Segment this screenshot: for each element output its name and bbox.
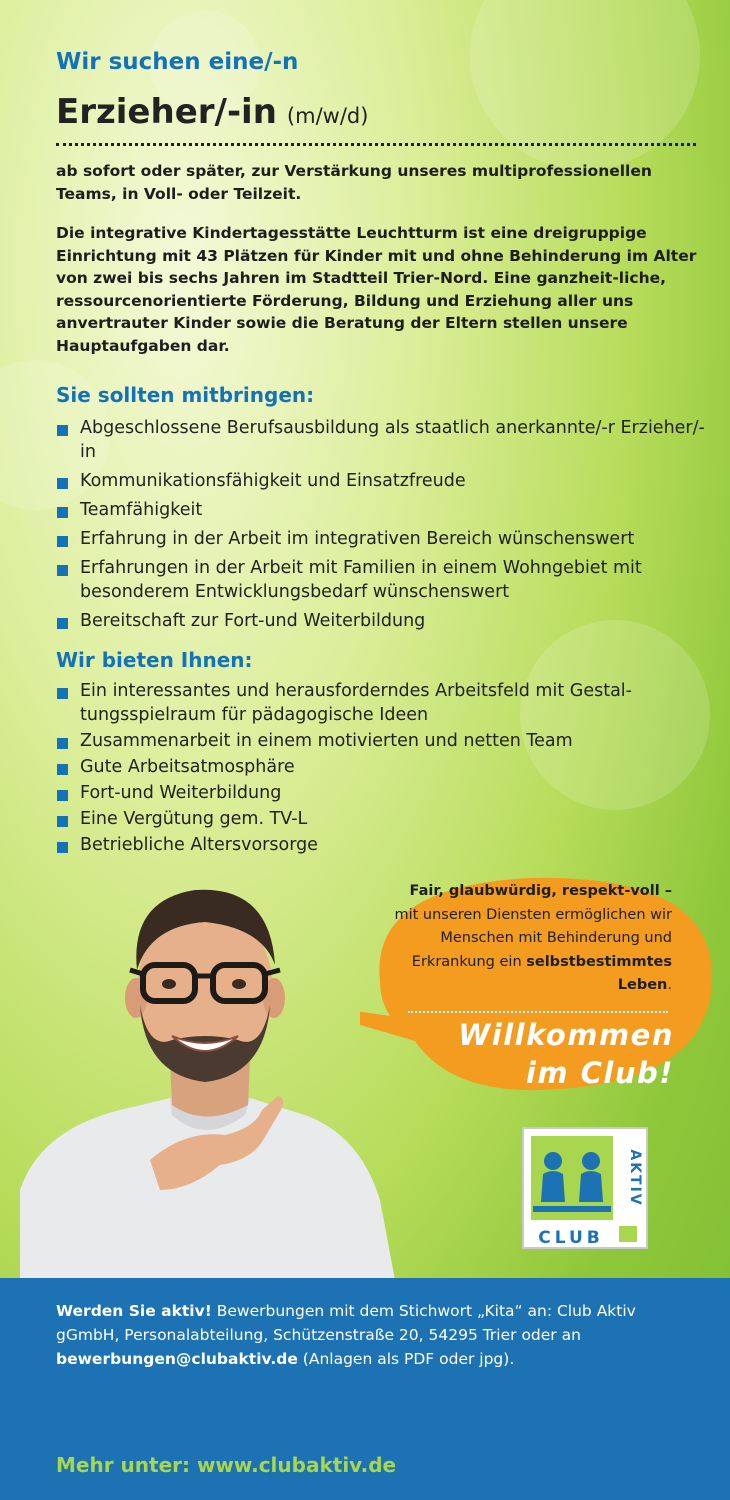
footer-contact-text xyxy=(56,1299,686,1371)
bullet-square-icon xyxy=(57,790,68,801)
bubble-lead: Fair, glaubwürdig, respekt-voll – xyxy=(409,883,672,899)
list-item: Erfahrungen in der Arbeit mit Familien in einem Wohngebiet mit besonderem Entwicklungsbedarf wünschenswert xyxy=(56,556,716,604)
offers-heading: Wir bieten Ihnen: xyxy=(56,648,253,672)
bubble-body: mit unseren Diensten ermöglichen wir Menschen mit Behinderung und Erkrankung ein xyxy=(394,906,672,970)
list-item: Eine Vergütung gem. TV-L xyxy=(56,807,716,831)
bullet-square-icon xyxy=(57,565,68,576)
bullet-square-icon xyxy=(57,764,68,775)
list-item: Betriebliche Altersvorsorge xyxy=(56,833,716,857)
page-title xyxy=(56,92,368,132)
bullet-square-icon xyxy=(57,688,68,699)
list-item: Gute Arbeitsatmosphäre xyxy=(56,755,716,779)
welcome-line-2: im Club! xyxy=(525,1056,674,1090)
logo-word-aktiv: AKTIV xyxy=(627,1149,643,1207)
gender-suffix: (m/w/d) xyxy=(286,104,369,128)
bullet-square-icon xyxy=(57,842,68,853)
job-title: Erzieher/-in xyxy=(56,92,277,132)
footer-lead: Werden Sie aktiv! xyxy=(56,1302,212,1320)
logo-word-club: CLUB xyxy=(538,1228,604,1248)
bubble-emphasis: selbstbestimmtes Leben xyxy=(526,953,672,993)
description-text: Die integrative Kindertagesstätte Leuchtturm ist eine dreigruppige Einrichtung mit 43 Plätzen für Kinder mit und ohne Behinderung im Alter von zwei bis sechs Jahren im Stadtteil Trier-Nord. Eine ganzheit-liche, ressourcenorientierte Förderung, Bildung und Erziehung aller uns anvertrauter Kinder sowie die Beratung der Eltern stellen unsere Hauptaufgaben dar. xyxy=(56,224,697,355)
list-item: Erfahrung in der Arbeit im integrativen Bereich wünschenswert xyxy=(56,527,716,551)
bullet-square-icon xyxy=(57,478,68,489)
bullet-square-icon xyxy=(57,738,68,749)
footer-body: Bewerbungen mit dem Stichwort „Kita“ an: Club Aktiv gGmbH, Personalabteilung, Schützenstraße 20, 54295 Trier oder an xyxy=(56,1302,636,1344)
list-item: Kommunikationsfähigkeit und Einsatzfreude xyxy=(56,469,716,493)
requirements-heading: Sie sollten mitbringen: xyxy=(56,383,315,407)
footer-email-suffix: (Anlagen als PDF oder jpg). xyxy=(302,1350,515,1368)
offers-list xyxy=(56,679,716,859)
website-link[interactable]: Mehr unter: www.clubaktiv.de xyxy=(56,1453,397,1477)
intro-text: ab sofort oder später, zur Verstärkung unseres multiprofessionellen Teams, in Voll- oder Teilzeit. xyxy=(56,162,652,203)
list-item: Abgeschlossene Berufsausbildung als staatlich anerkannte/-r Erzieher/-in xyxy=(56,416,716,464)
list-item: Fort-und Weiterbildung xyxy=(56,781,716,805)
list-item: Teamfähigkeit xyxy=(56,498,716,522)
welcome-line-1: Willkommen xyxy=(458,1018,674,1052)
footer-email-link[interactable]: bewerbungen@clubaktiv.de xyxy=(56,1350,298,1368)
bullet-square-icon xyxy=(57,536,68,547)
list-item: Bereitschaft zur Fort-und Weiterbildung xyxy=(56,609,716,633)
bubble-text: Fair, glaubwürdig, respekt-voll – mit unseren Diensten ermöglichen wir Menschen mit Behinderung und Erkrankung ein selbstbestimmtes Leben. xyxy=(394,883,672,993)
welcome-slogan xyxy=(384,1016,674,1092)
bullet-square-icon xyxy=(57,425,68,436)
dotted-divider xyxy=(408,1011,668,1013)
smiling-man-photo xyxy=(0,860,400,1280)
bullet-square-icon xyxy=(57,507,68,518)
bullet-square-icon xyxy=(57,816,68,827)
list-item: Ein interessantes und herausforderndes Arbeitsfeld mit Gestal-tungsspielraum für pädagogische Ideen xyxy=(56,679,716,727)
bullet-square-icon xyxy=(57,618,68,629)
header-subtitle: Wir suchen eine/-n xyxy=(56,49,299,75)
club-aktiv-logo xyxy=(521,1126,649,1250)
list-item: Zusammenarbeit in einem motivierten und netten Team xyxy=(56,729,716,753)
dotted-divider xyxy=(56,143,696,146)
requirements-list xyxy=(56,416,716,638)
